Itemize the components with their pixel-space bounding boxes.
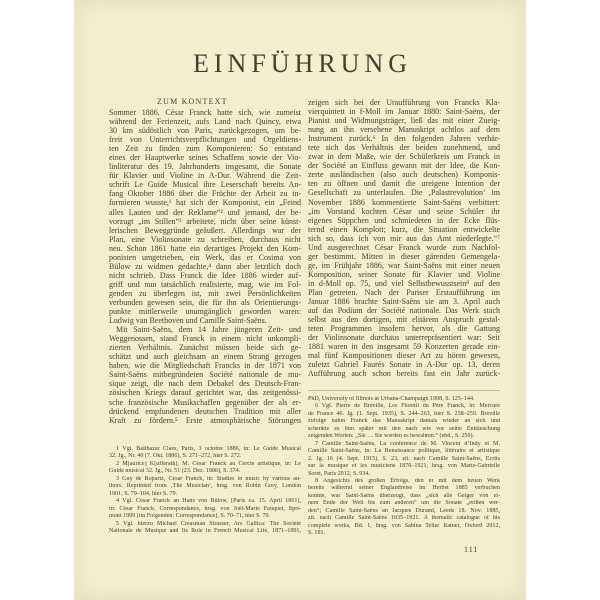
text-line: Nationale de Musique and Its Role in French Musical Life, 1871–1891, bbox=[109, 527, 301, 534]
text-line: 7 Camille Saint-Saëns, La conférence de M. Vincent d’Indy et M. bbox=[315, 440, 500, 447]
text-line: Guide musical 32. Jg., Nr. 51 (23. Dez. 1886), S. 374. bbox=[109, 468, 241, 475]
text-line: zerte ausländischen (also auch deutschen) Komponis- bbox=[308, 170, 500, 180]
text-line: Und ausgerechnet César Franck wurde zum Nachfol- bbox=[308, 242, 500, 252]
text-line: 30 km südöstlich von Paris, zurückgezogen, um be- bbox=[109, 126, 301, 136]
text-line: 32. Jg., Nr. 40 (7. Okt. 1886), S. 271–272, hier S. 272. bbox=[109, 453, 242, 460]
text-line: Ludwig van Beethoven und Camille Saint-Saëns. bbox=[109, 316, 267, 326]
text-line: der Société an Einfluss gewann mit der Idee, die Kon- bbox=[308, 161, 500, 171]
text-line: punkte mittlerweile unumgänglich geworden waren: bbox=[109, 307, 301, 317]
text-line: ten zu öffnen und damit die ureigene Intention der bbox=[308, 179, 500, 189]
text-line: zeigenden Worten: „Sie … Sie werden es bewahren.“ (ebd., S. 259). bbox=[308, 433, 475, 440]
text-line: verbunden gewesen sein, die für ihn als Orientierungs- bbox=[109, 297, 301, 307]
text-line: nem Ende der Welt bis zum anderen“ um die Sonate „reißen wer- bbox=[308, 500, 500, 507]
text-line: Camille Saint-Saëns, in: La Renaissance politique, littéraire et artistique bbox=[308, 448, 500, 455]
text-line: alles Lauten und der Reklame“² und jemand, der be- bbox=[109, 207, 301, 217]
right-column-footnotes bbox=[308, 396, 500, 538]
text-line: der Violinsonate durchaus unterrepräsentiert war: Seit bbox=[308, 333, 500, 343]
text-line: lerischen Beweggründe geäußert. Allerdings war der bbox=[109, 225, 301, 235]
text-line: Soret, Paris 2012, S. 934. bbox=[308, 470, 370, 477]
text-line: auf das Podium der Société nationale. Das Werk stach bbox=[308, 306, 500, 316]
text-line: S. 181. bbox=[308, 530, 326, 537]
text-line: de France 46. Jg. (1. Sept. 1935), S. 244–263, hier S. 258–259. Bréville bbox=[308, 410, 500, 417]
text-line: Sommer 1886. César Franck hatte sich, wie zumeist bbox=[109, 108, 301, 117]
text-line: „im Vorstand kochten César und seine Schüler ihr bbox=[308, 206, 500, 216]
text-line: sur la musique et les musiciens 1870–1921, hrsg. von Marie-Gabrielle bbox=[308, 463, 500, 470]
page-title: EINFÜHRUNG bbox=[193, 49, 412, 78]
text-line: vierquintett in f-Moll im Januar 1880: Saint-Saëns, der bbox=[308, 107, 500, 117]
text-line: 1881 waren in den insgesamt 59 Konzerten gerade ein- bbox=[308, 342, 500, 352]
text-line: PhD, University of Illinois at Urbana-Champaign 1998, S. 125–144. bbox=[308, 396, 475, 402]
text-line: zuletzt Gabriel Faurés Sonate in A-Dur op. 13, deren bbox=[308, 360, 500, 370]
text-line: eines der Hauptwerke seines Schaffens sowie der Vio- bbox=[109, 153, 301, 163]
text-line: teten Programmen insofern hervor, als die Gattung bbox=[308, 324, 500, 334]
text-line: Mit Saint-Saëns, dem 14 Jahre jüngeren Zeit- und bbox=[116, 325, 301, 335]
text-line: 8 Angesichts des großen Erfolgs, den er mit dem neuen Werk bbox=[315, 477, 500, 484]
text-line: ponisten umgetrieben, ein Werk, das er Cosima von bbox=[109, 252, 301, 262]
text-line: ternd einen Komplott; kurz, die Situation entwickelte bbox=[308, 224, 500, 234]
text-line: Januar 1886 brachte Saint-Saëns sie am 3. April auch bbox=[308, 297, 500, 307]
text-line: schätzt und auch gleichsam an einem Strang gezogen bbox=[109, 352, 301, 362]
text-line: vorzugt „im Stillen“³ arbeitete, nicht über seine künst- bbox=[109, 216, 301, 226]
text-line: complete works, Bd. 1, hrsg. von Sabina Teller Ratner, Oxford 2012, bbox=[308, 522, 500, 529]
text-line: formieren wusste,¹ hat sich der Komponist, ein „Feind bbox=[109, 198, 301, 208]
text-line: neu. Schon 1861 hatte ein derartiges Projekt den Kom- bbox=[109, 243, 301, 253]
text-line: November 1886 kommentierte Saint-Saëns verbittert: bbox=[308, 197, 500, 207]
text-line: Pianist und Widmungsträger, ließ das mit einer Zueig- bbox=[308, 116, 500, 126]
text-line: sique zeigt, die nach dem Debakel des Deutsch-Fran- bbox=[109, 379, 301, 389]
text-line: zeigen sich bei der Uraufführung von Francks Kla- bbox=[308, 98, 500, 107]
text-line: mont 1999 [im Folgenden: Correspondance], S. 70–71, hier S. 70. bbox=[109, 513, 271, 520]
text-line: nung an ihn versehene Manuskript achtlos auf dem bbox=[308, 125, 500, 135]
text-line: 4 Vgl. César Franck an Hans von Bülow, [Paris ca. 15. April 1861], bbox=[116, 498, 301, 505]
left-column-footnotes bbox=[109, 446, 301, 535]
text-line: ge, im Frühjahr 1886, war Saint-Saëns mit einer neuen bbox=[308, 260, 500, 270]
text-line: zierten Verhältnis. Zunächst müssen beide sich ge- bbox=[109, 343, 301, 353]
book-page bbox=[74, 0, 526, 600]
text-line: Bülow zu widmen gedachte,⁴ dann aber letztlich doch bbox=[109, 261, 301, 271]
text-line: thors. Reprinted from ‚The Musician‘, hrsg. von Robin Grey, London bbox=[109, 483, 301, 490]
text-line: Aufführung auch schon bereits fast ein Jahr zurück- bbox=[308, 369, 500, 379]
text-line: Kraft zu fördern.⁵ Erste atmosphärische Störungen bbox=[109, 415, 301, 425]
text-line: bereits während seiner Englandreise im Herbst 1885 verbuchen bbox=[308, 485, 500, 492]
text-line: Gesellschaft zu unterlaufen. Die ‚Palastrevolution‘ im bbox=[308, 188, 500, 198]
text-line: in d-Moll op. 75, und viel Selbstbewusstsein⁸ auf den bbox=[308, 278, 500, 288]
text-line: zösischen Kriegs darauf gerichtet war, das zeitgenössi- bbox=[109, 388, 301, 398]
text-line: eigenes Süppchen und schmiedeten in der Ecke flüs- bbox=[308, 215, 500, 225]
text-line: mal fünf Kompositionen dieser Art zu hören gewesen, bbox=[308, 351, 500, 361]
text-line: Plan, eine Violinsonate zu schreiben, durchaus nicht bbox=[109, 234, 301, 244]
left-column-body bbox=[109, 108, 301, 425]
text-line: zufolge nahm Franck das Manuskript damals wieder an sich und bbox=[308, 418, 500, 425]
text-line: den“; Camille Saint-Saëns an Jacques Durand, Leeds 18. Nov. 1885, bbox=[308, 507, 500, 514]
text-line: 1901, S. 79–104, hier S. 79. bbox=[109, 490, 178, 497]
text-line: ger bestimmt. Mitten in dieser gärenden Gemengela- bbox=[308, 251, 500, 261]
text-line: Komposition, seiner Sonate für Klavier und Violine bbox=[308, 269, 500, 279]
text-line: 1 Vgl. Balthazar Claes, Paris, 3 octobre 1886, in: Le Guide Musical bbox=[116, 446, 301, 452]
text-line: in: César Franck. Correspondance, hrsg. von Joël-Marie Fauquet, Spri- bbox=[109, 505, 301, 512]
page-number: 111 bbox=[464, 545, 479, 554]
text-line: zit. nach Camille Saint-Saëns 1835–1921. A thematic catalogue of his bbox=[308, 515, 500, 522]
text-line: fang Oktober 1886 über die Früchte der Arbeit zu in- bbox=[109, 189, 301, 199]
text-line: schenkte es ihm später mit den nach wie vor seine Enttäuschung bbox=[308, 425, 500, 432]
text-line: ten Zeit zu finden zum Komponieren: So entstand bbox=[109, 144, 301, 154]
text-line: 2. Jg. 16 (4. Sept. 1915), S. 23, zit. nach Camille Saint-Saëns, Écrits bbox=[308, 455, 500, 462]
text-line: 3 Guy de Ropartz, César Franck, in: Studies in music by various au- bbox=[116, 475, 301, 482]
right-column-body bbox=[308, 98, 500, 378]
text-line: schrift Le Guide Musical ihre Leserschaft bereits An- bbox=[109, 180, 301, 190]
text-line: zwar in dem Maße, wie der Schülerkreis um Franck in bbox=[308, 152, 500, 162]
text-line: selbst aus den dortigen, mit elitärem Anspruch gestal- bbox=[308, 315, 500, 325]
text-line: 5 Vgl. hierzu Michael Creasman Strasser, Ars Gallica: The Société bbox=[116, 520, 301, 527]
text-line: konnte, war Saint-Saëns überzeugt, dass „sich alle Geiger von ei- bbox=[308, 492, 500, 499]
text-line: griff und nun tatsächlich realisierte, mag, wie im Fol- bbox=[109, 279, 301, 289]
text-line: sich so, dass ich von mir aus das Amt niederlegte.“⁷ bbox=[308, 233, 500, 243]
text-line: freit von Unterrichtsverpflichtungen und Orgeldiens- bbox=[109, 135, 301, 145]
text-line: drückend empfundenen deutschen Tradition mit aller bbox=[109, 406, 301, 416]
text-line: für Klavier und Violine in A-Dur. Während die Zeit- bbox=[109, 171, 301, 181]
text-line: linliteratur des 19. Jahrhunderts insgesamt, die Sonate bbox=[109, 162, 301, 172]
text-line: Instrument zurück.⁶ In den folgenden Jahren verhär- bbox=[308, 134, 500, 144]
text-line: genden zu überlegen ist, mit zwei Persönlichkeiten bbox=[109, 288, 301, 298]
text-line: nicht schrieb. Dass Franck die Idee 1886 wieder auf- bbox=[109, 270, 301, 280]
text-line: haben, wie die Mitgliedschaft Francks in der 1871 von bbox=[109, 361, 301, 371]
text-line: während der Ferienzeit, aufs Land nach Quincy, etwa bbox=[109, 117, 301, 127]
text-line: sche französische Musikschaffen gegenüber der als er- bbox=[109, 397, 301, 407]
footnote-continuation-rule bbox=[308, 390, 500, 391]
text-line: Plan getreten. Nach der Pariser Erstaufführung im bbox=[308, 287, 500, 297]
text-line: tete sich das Verhältnis der beiden zunehmend, und bbox=[308, 143, 500, 153]
section-heading: ZUM KONTEXT bbox=[157, 97, 228, 106]
text-line: 2 M[aurice] K[ufferath], M. César Franck au Cercle artistique, in: Le bbox=[116, 460, 301, 467]
text-line: 6 Vgl. Pierre de Bréville, Les Fioretti du Père Franck, in: Mercure bbox=[315, 403, 500, 410]
text-line: Saint-Saëns mitbegründeten Société nationale de mu- bbox=[109, 370, 301, 380]
text-line: Weggenossen, stand Franck in einem nicht unkompli- bbox=[109, 334, 301, 344]
